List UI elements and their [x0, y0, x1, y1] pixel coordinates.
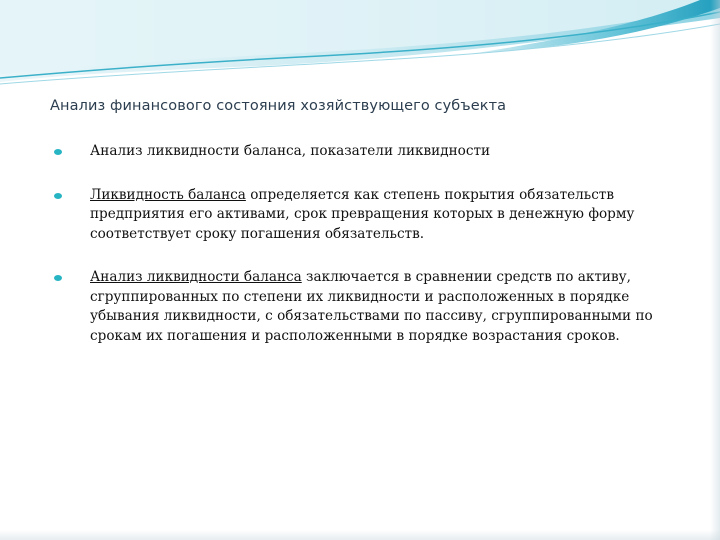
bullet-text: заключается в сравнении средств по активу, сгруппированных по степени их ликвидности и расположенных в порядке убывания ликвидности, с обязательствами по пассиву, сгруппированными по срокам их погашения и расположенными в порядке возрастания сроков. [90, 269, 653, 344]
slide-title: Анализ финансового состояния хозяйствующего субъекта [50, 98, 507, 114]
bullet-item-2 [50, 186, 690, 245]
bullet-list [50, 142, 690, 370]
bullet-icon [54, 149, 62, 155]
slide-right-edge [710, 0, 720, 540]
bullet-item-1 [50, 142, 690, 162]
bullet-item-3 [50, 268, 690, 346]
bullet-icon [54, 193, 62, 199]
bullet-text: определяется как степень покрытия обязательств предприятия его активами, срок превращения которых в денежную форму соответствует сроку погашения обязательств. [90, 186, 635, 242]
bullet-term: Анализ ликвидности баланса [90, 269, 302, 285]
slide-bottom-edge [0, 530, 720, 540]
bullet-text: Анализ ликвидности баланса, показатели ликвидности [90, 143, 491, 159]
bullet-icon [54, 275, 62, 281]
bullet-term: Ликвидность баланса [90, 186, 246, 203]
header-wave-decoration [0, 0, 720, 90]
